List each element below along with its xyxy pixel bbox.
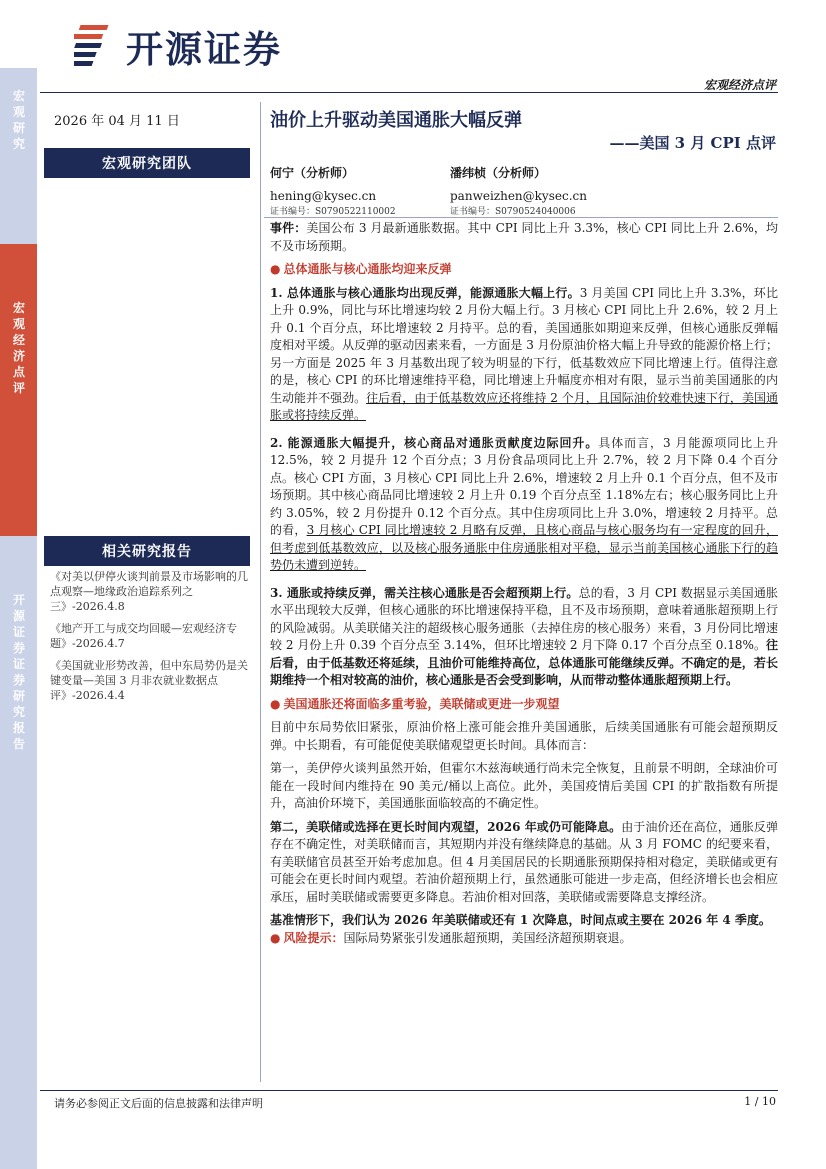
risk-paragraph — [270, 930, 778, 948]
paragraph-7: 基准情形下，我们认为 2026 年美联储或还有 1 次降息，时间点或主要在 2026 年 4 季度。 — [270, 913, 771, 927]
section-heading — [270, 261, 778, 279]
team-label: 宏观研究团队 — [44, 148, 250, 178]
analyst-card — [270, 164, 470, 218]
footer-divider — [40, 1090, 778, 1091]
side-label-bottom: 开源证券 证券研究报告 — [12, 593, 25, 751]
analyst-email[interactable]: hening@kysec.cn — [270, 189, 377, 203]
footer-disclaimer: 请务必参阅正文后面的信息披露和法律声明 — [54, 1097, 263, 1110]
analyst-card — [450, 164, 650, 218]
paragraph-underlined: 3 月核心 CPI 同比增速较 2 月略有反弹，且核心商品与核心服务均有一定程度的回升，但考虑到低基数效应，以及核心服务通胀中住房通胀相对平稳，显示当前美国核心通胀下行的趋势仍未遭到逆转。 — [270, 523, 778, 572]
bullet-icon: ● — [270, 930, 281, 945]
paragraph-5: 第一，美伊停火谈判虽然开始，但霍尔木兹海峡通行尚未完全恢复，且前景不明朗，全球油价可能在一段时间内维持在 90 美元/桶以上高位。此外，美国疫情后美国 CPI 的扩散指数有所提升，高油价环境下，美国通胀面临较高的不确定性。 — [270, 761, 778, 810]
bullet-icon: ● — [270, 262, 281, 276]
paragraph-lead: 1. 总体通胀与核心通胀均出现反弹，能源通胀大幅上行。 — [270, 285, 580, 300]
risk-label: 风险提示： — [283, 930, 344, 945]
event-paragraph — [270, 220, 778, 255]
report-subtitle: ——美国 3 月 CPI 点评 — [609, 134, 776, 152]
report-title: 油价上升驱动美国通胀大幅反弹 — [270, 110, 522, 131]
bullet-icon: ● — [270, 696, 281, 711]
page-number: 1 / 10 — [744, 1095, 776, 1108]
side-label-mid: 宏观经济点评 — [12, 301, 25, 395]
event-label: 事件： — [270, 221, 307, 235]
analyst-name: 何宁（分析师） — [270, 166, 355, 180]
paragraph-bold: 往后看，由于低基数还将延续，且油价可能维持高位，总体通胀可能继续反弹。不确定的是，若长期维持一个相对较高的油价，核心通胀是否会受到影响，从而带动整体通胀超预期上行。 — [270, 638, 778, 687]
analysts-divider — [264, 217, 778, 218]
paragraph-1 — [270, 285, 778, 425]
paragraph-text: 总的看，3 月 CPI 数据显示美国通胀水平出现较大反弹，但核心通胀的环比增速保持平稳，且不及市场预期，意味着通胀超预期上行的风险减弱。从美联储关注的超级核心服务通胀（去掉住房的核心服务）来看，3 月份同比增速较 2 月份上升 0.39 个百分点至 3.14%，但环比增速较 2 月下降 0.17 个百分点至 0.18%。 — [270, 585, 778, 652]
paragraph-text: 由于油价还在高位，通胀反弹存在不确定性，对美联储而言，其短期内并没有继续降息的基础。从 3 月 FOMC 的纪要来看，有美联储官员甚至开始考虑加息。但 4 月美国居民的长期通胀预期保持相对稳定，美联储或更有可能会在更长时间内观望。若油价超预期上行，虽然通胀可能进一步走高，但经济增长也会相应承压，届时美联储或需要更多降息。若油价相对回落，美联储或需要降息支撑经济。 — [270, 819, 778, 904]
side-label-top: 宏观研究 — [12, 89, 25, 151]
header-divider — [40, 92, 778, 93]
paragraph-lead: 2. 能源通胀大幅提升，核心商品对通胀贡献度边际回升。 — [270, 435, 599, 450]
related-report-item[interactable]: 《对美以伊停火谈判前景及市场影响的几点观察—地缘政治追踪系列之三》-2026.4.8 — [50, 570, 248, 613]
paragraph-text: 具体而言，3 月能源项同比上升 12.5%，较 2 月提升 12 个百分点；3 月份食品项同比上升 2.7%，较 2 月下降 0.4 个百分点。核心 CPI 方面，3 月核心 CPI 同比上升 2.6%，增速较 2 月上升 0.1 个百分点，但不及市场预期。其中核心商品同比增速较 2 月上升 0.19 个百分点至 1.18%左右；核心服务同比上升约 3.05%，较 2 月份提升 0.12 个百分点。其中住房项同比上升 3.0%，增速较 2 月持平。总的看， — [270, 435, 778, 537]
paragraph-text: 3 月美国 CPI 同比上升 3.3%，环比上升 0.9%，同比与环比增速均较 2 月份大幅上行。3 月核心 CPI 同比上升 2.6%，较 2 月上升 0.1 个百分点，环比增速较 2 月持平。总的看，美国通胀如期迎来反弹，但核心通胀反弹幅度相对平缓。从反弹的驱动因素来看，一方面是 3 月份原油价格大幅上升导致的能源价格上行；另一方面是 2025 年 3 月基数出现了较为明显的下行，低基数效应下同比增速上行。值得注意的是，核心 CPI 的环比增速维持平稳，同比增速上升幅度亦相对有限，显示当前美国通胀的内生动能并不强劲。 — [270, 285, 778, 405]
section-heading-text: 总体通胀与核心通胀均迎来反弹 — [283, 262, 452, 276]
paragraph-6 — [270, 819, 778, 907]
analyst-email[interactable]: panweizhen@kysec.cn — [450, 189, 587, 203]
section-heading-text: 美国通胀还将面临多重考验，美联储或更进一步观望 — [283, 696, 560, 711]
paragraph-2 — [270, 435, 778, 575]
paragraph-4: 目前中东局势依旧紧张，原油价格上涨可能会推升美国通胀，后续美国通胀有可能会超预期反弹。中长期看，有可能促使美联储观望更长时间。具体而言： — [270, 720, 778, 752]
analyst-cert: 证书编号：S0790524040006 — [450, 207, 576, 217]
paragraph-underlined: 往后看，由于低基数效应还将维持 2 个月，且国际油价较难快速下行，美国通胀或将持续反弹。 — [270, 390, 778, 422]
paragraph-lead: 3. 通胀或持续反弹，需关注核心通胀是否会超预期上行。 — [270, 585, 579, 600]
paragraph-lead: 第二，美联储或选择在更长时间内观望，2026 年或仍可能降息。 — [270, 819, 622, 834]
related-report-item[interactable]: 《地产开工与成交均回暖—宏观经济专题》-2026.4.7 — [50, 622, 237, 650]
analyst-cert: 证书编号：S0790522110002 — [270, 207, 396, 217]
section-heading — [270, 696, 778, 714]
paragraph-3 — [270, 585, 778, 690]
related-report-item[interactable]: 《美国就业形势改善，但中东局势仍是关键变量—美国 3 月非农就业数据点评》-2026.4.4 — [50, 659, 248, 702]
event-text: 美国公布 3 月最新通胀数据。其中 CPI 同比上升 3.3%，核心 CPI 同比上升 2.6%，均不及市场预期。 — [270, 221, 778, 253]
side-strip — [0, 68, 37, 1169]
related-reports-label: 相关研究报告 — [44, 536, 250, 566]
related-reports-list — [50, 569, 256, 710]
report-date: 2026 年 04 月 11 日 — [54, 114, 180, 129]
column-divider — [260, 102, 261, 1082]
brand-name: 开源证券 — [126, 28, 282, 71]
risk-text: 国际局势紧张引发通胀超预期，美国经济超预期衰退。 — [343, 930, 632, 945]
brand-logo-icon — [74, 21, 118, 71]
brand-logo — [74, 18, 282, 74]
report-body — [270, 220, 778, 947]
analyst-name: 潘纬桢（分析师） — [450, 166, 547, 180]
report-type-tag: 宏观经济点评 — [703, 78, 776, 92]
